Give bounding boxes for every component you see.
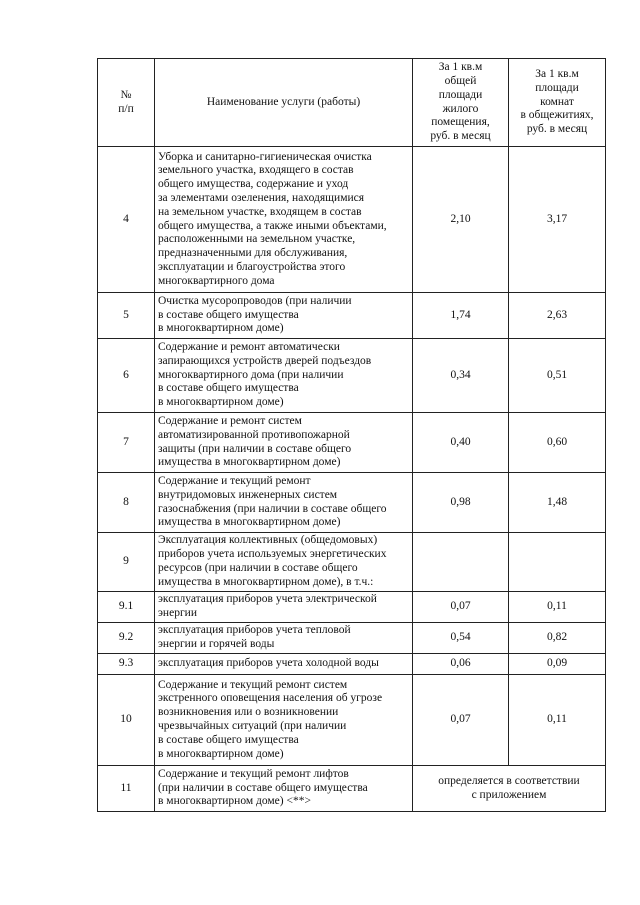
- row-living-value: 0,06: [413, 654, 509, 675]
- table-row: [98, 413, 606, 473]
- table-row: [98, 473, 606, 533]
- header-name: Наименование услуги (работы): [155, 59, 413, 147]
- table-row: [98, 623, 606, 654]
- table-row: [98, 533, 606, 592]
- row-living-value: 0,98: [413, 473, 509, 533]
- table-row: [98, 675, 606, 766]
- row-service-name: Содержание и ремонт автоматически запирающихся устройств дверей подъездов многоквартирного дома (при наличии в составе общего имущества в многоквартирном доме): [155, 339, 413, 413]
- row-dorm-value: 0,51: [509, 339, 606, 413]
- row-num: 8: [98, 473, 155, 533]
- row-service-name: эксплуатация приборов учета электрической энергии: [155, 592, 413, 623]
- row-service-name: Уборка и санитарно-гигиеническая очистка земельного участка, входящего в состав общего имущества, содержание и уход за элементами озеленения, находящимися на земельном участке, входящем в состав общего имущества, а также иными объектами, расположенными на земельном участке, предназначенными для обслуживания, эксплуатации и благоустройства этого многоквартирного дома: [155, 147, 413, 293]
- row-num: 9.3: [98, 654, 155, 675]
- row-num: 9: [98, 533, 155, 592]
- row-living-value: [413, 533, 509, 592]
- row-dorm-value: 0,11: [509, 592, 606, 623]
- table-row: [98, 592, 606, 623]
- row-dorm-value: 1,48: [509, 473, 606, 533]
- table-row-elevators: [98, 766, 606, 812]
- table-row: [98, 654, 606, 675]
- row-service-name: Содержание и ремонт систем автоматизированной противопожарной защиты (при наличии в составе общего имущества в многоквартирном доме): [155, 413, 413, 473]
- row-dorm-value: [509, 533, 606, 592]
- row-service-name: Содержание и текущий ремонт внутридомовых инженерных систем газоснабжения (при наличии в составе общего имущества в многоквартирном доме): [155, 473, 413, 533]
- row-living-value: 1,74: [413, 293, 509, 339]
- row-living-value: 0,34: [413, 339, 509, 413]
- row-dorm-value: 2,63: [509, 293, 606, 339]
- row-num: 4: [98, 147, 155, 293]
- row-living-value: 2,10: [413, 147, 509, 293]
- row-living-value: 0,07: [413, 675, 509, 766]
- row-living-value: 0,07: [413, 592, 509, 623]
- row-dorm-value: 0,09: [509, 654, 606, 675]
- row-dorm-value: 0,11: [509, 675, 606, 766]
- row-merged-value: определяется в соответствии с приложением: [413, 766, 606, 812]
- row-service-name: Содержание и текущий ремонт лифтов (при наличии в составе общего имущества в многоквартирном доме) <**>: [155, 766, 413, 812]
- row-num: 6: [98, 339, 155, 413]
- table-row: [98, 147, 606, 293]
- table-header-row: [98, 59, 606, 147]
- row-service-name: эксплуатация приборов учета холодной воды: [155, 654, 413, 675]
- row-service-name: Содержание и текущий ремонт систем экстренного оповещения населения об угрозе возникновения или о возникновении чрезвычайных ситуаций (при наличии в составе общего имущества в многоквартирном доме): [155, 675, 413, 766]
- header-dorm-area: За 1 кв.м площади комнат в общежитиях, руб. в месяц: [509, 59, 606, 147]
- tariffs-table: [97, 58, 606, 812]
- row-living-value: 0,54: [413, 623, 509, 654]
- header-num: № п/п: [98, 59, 155, 147]
- row-service-name: эксплуатация приборов учета тепловой энергии и горячей воды: [155, 623, 413, 654]
- row-num: 9.1: [98, 592, 155, 623]
- row-dorm-value: 0,60: [509, 413, 606, 473]
- row-dorm-value: 3,17: [509, 147, 606, 293]
- table-row: [98, 339, 606, 413]
- row-service-name: Очистка мусоропроводов (при наличии в составе общего имущества в многоквартирном доме): [155, 293, 413, 339]
- row-living-value: 0,40: [413, 413, 509, 473]
- row-num: 7: [98, 413, 155, 473]
- row-num: 11: [98, 766, 155, 812]
- table-body: [98, 147, 606, 812]
- row-num: 10: [98, 675, 155, 766]
- row-num: 9.2: [98, 623, 155, 654]
- row-num: 5: [98, 293, 155, 339]
- header-living-area: За 1 кв.м общей площади жилого помещения, руб. в месяц: [413, 59, 509, 147]
- table-row: [98, 293, 606, 339]
- row-service-name: Эксплуатация коллективных (общедомовых) приборов учета используемых энергетических ресурсов (при наличии в составе общего имущества в многоквартирном доме), в т.ч.:: [155, 533, 413, 592]
- row-dorm-value: 0,82: [509, 623, 606, 654]
